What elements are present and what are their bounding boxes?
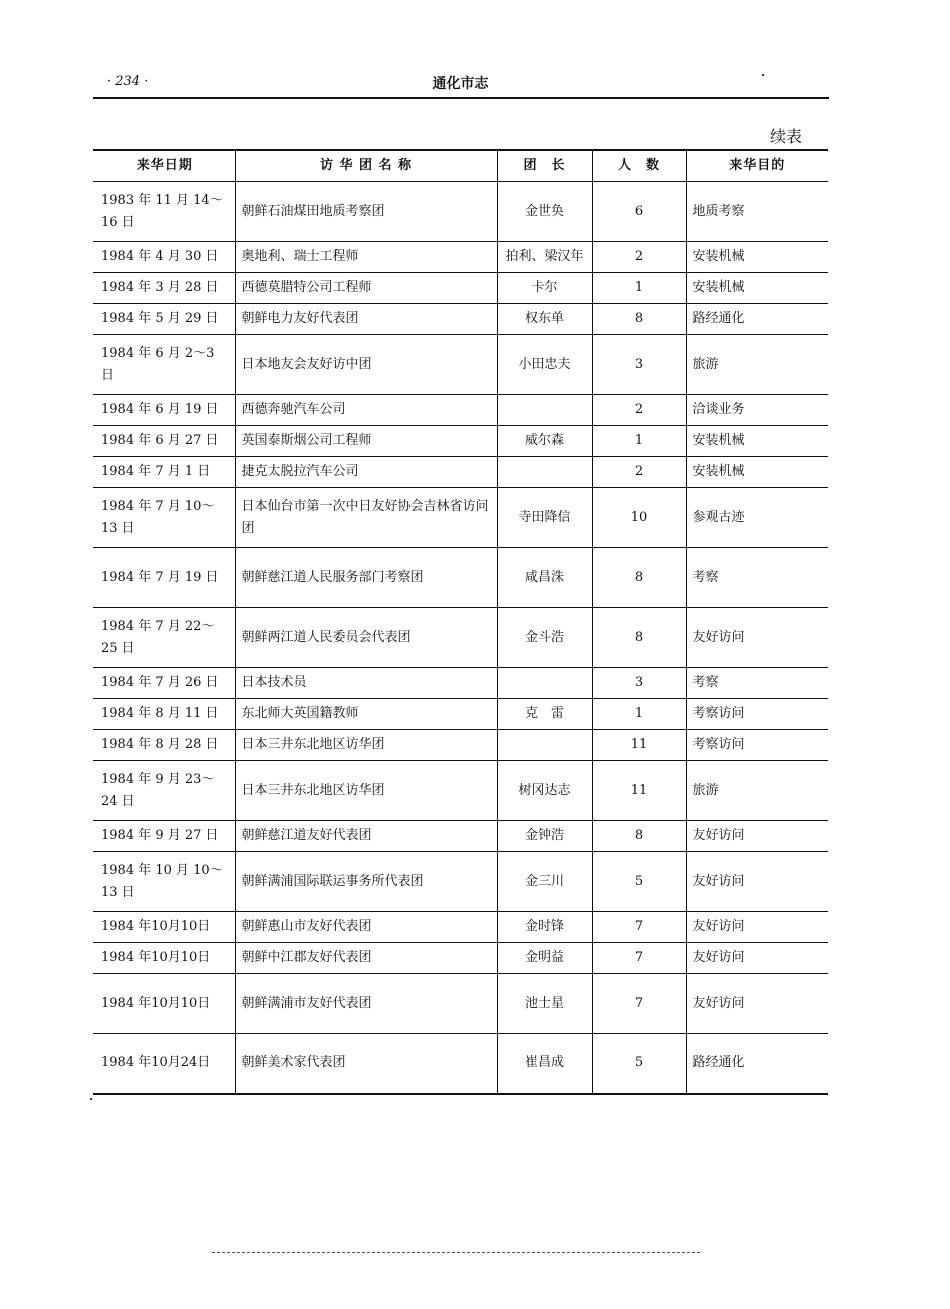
cell-date: 1984 年 7 月 19 日 — [93, 548, 235, 608]
column-header-delegation-name: 访 华 团 名 称 — [235, 150, 497, 182]
cell-count: 1 — [592, 699, 686, 730]
cell-purpose: 地质考察 — [686, 182, 828, 242]
cell-count: 7 — [592, 974, 686, 1034]
cell-date: 1984 年 7 月 1 日 — [93, 457, 235, 488]
cell-purpose: 路经通化 — [686, 304, 828, 335]
cell-count: 11 — [592, 730, 686, 761]
cell-leader: 拍利、梁汉年 — [497, 242, 592, 273]
cell-delegation-name: 朝鲜电力友好代表团 — [235, 304, 497, 335]
cell-leader — [497, 668, 592, 699]
cell-date: 1984 年 10 月 10～13 日 — [93, 852, 235, 912]
table-row — [93, 974, 828, 1034]
cell-count: 6 — [592, 182, 686, 242]
table-row — [93, 852, 828, 912]
cell-leader: 权东单 — [497, 304, 592, 335]
table-row — [93, 730, 828, 761]
cell-delegation-name: 朝鲜慈江道人民服务部门考察团 — [235, 548, 497, 608]
table-row — [93, 943, 828, 974]
cell-leader: 池士星 — [497, 974, 592, 1034]
cell-purpose: 安装机械 — [686, 242, 828, 273]
footer-scan-line — [212, 1252, 700, 1253]
cell-count: 7 — [592, 943, 686, 974]
cell-purpose: 洽谈业务 — [686, 395, 828, 426]
cell-delegation-name: 朝鲜慈江道友好代表团 — [235, 821, 497, 852]
cell-delegation-name: 朝鲜中江郡友好代表团 — [235, 943, 497, 974]
column-header-leader: 团 长 — [497, 150, 592, 182]
cell-count: 10 — [592, 488, 686, 548]
table-row — [93, 761, 828, 821]
table-row — [93, 488, 828, 548]
cell-count: 7 — [592, 912, 686, 943]
cell-date: 1984 年 9 月 27 日 — [93, 821, 235, 852]
cell-count: 1 — [592, 426, 686, 457]
cell-leader: 金时锋 — [497, 912, 592, 943]
cell-purpose: 考察访问 — [686, 730, 828, 761]
scan-speck — [762, 74, 764, 76]
cell-delegation-name: 朝鲜美术家代表团 — [235, 1034, 497, 1094]
table-row — [93, 304, 828, 335]
cell-date: 1984 年10月24日 — [93, 1034, 235, 1094]
cell-leader: 寺田降信 — [497, 488, 592, 548]
table-row — [93, 608, 828, 668]
cell-date: 1983 年 11 月 14～16 日 — [93, 182, 235, 242]
cell-leader: 金钟浩 — [497, 821, 592, 852]
cell-delegation-name: 朝鲜石油煤田地质考察团 — [235, 182, 497, 242]
cell-delegation-name: 日本三井东北地区访华团 — [235, 730, 497, 761]
cell-date: 1984 年 6 月 2～3 日 — [93, 335, 235, 395]
cell-date: 1984 年 8 月 28 日 — [93, 730, 235, 761]
cell-delegation-name: 日本地友会友好访中团 — [235, 335, 497, 395]
cell-count: 8 — [592, 548, 686, 608]
cell-leader: 威尔森 — [497, 426, 592, 457]
cell-count: 8 — [592, 608, 686, 668]
cell-date: 1984 年 7 月 22～25 日 — [93, 608, 235, 668]
cell-purpose: 参观古迹 — [686, 488, 828, 548]
cell-delegation-name: 朝鲜惠山市友好代表团 — [235, 912, 497, 943]
cell-leader — [497, 395, 592, 426]
cell-purpose: 安装机械 — [686, 457, 828, 488]
column-header-purpose: 来华目的 — [686, 150, 828, 182]
column-header-count: 人 数 — [592, 150, 686, 182]
book-title: 通化市志 — [432, 76, 489, 92]
cell-leader — [497, 457, 592, 488]
cell-date: 1984 年10月10日 — [93, 912, 235, 943]
cell-delegation-name: 西德奔驰汽车公司 — [235, 395, 497, 426]
table-row — [93, 1034, 828, 1094]
continued-table-label: 续表 — [770, 127, 803, 146]
table-row — [93, 395, 828, 426]
table-header-row — [93, 150, 828, 182]
cell-purpose: 友好访问 — [686, 852, 828, 912]
cell-count: 5 — [592, 1034, 686, 1094]
table-row — [93, 668, 828, 699]
table-row — [93, 335, 828, 395]
cell-date: 1984 年 8 月 11 日 — [93, 699, 235, 730]
table-row — [93, 273, 828, 304]
cell-count: 5 — [592, 852, 686, 912]
cell-leader: 小田忠夫 — [497, 335, 592, 395]
cell-count: 3 — [592, 668, 686, 699]
page-number: · 234 · — [107, 74, 149, 89]
cell-count: 2 — [592, 395, 686, 426]
cell-leader: 金明益 — [497, 943, 592, 974]
cell-date: 1984 年 7 月 26 日 — [93, 668, 235, 699]
cell-date: 1984 年 7 月 10～13 日 — [93, 488, 235, 548]
cell-delegation-name: 朝鲜满浦市友好代表团 — [235, 974, 497, 1034]
cell-leader: 克 雷 — [497, 699, 592, 730]
cell-leader: 树冈达志 — [497, 761, 592, 821]
cell-date: 1984 年 5 月 29 日 — [93, 304, 235, 335]
foreign-delegations-table — [93, 149, 828, 1095]
cell-leader — [497, 730, 592, 761]
table-row — [93, 821, 828, 852]
cell-delegation-name: 奥地利、瑞士工程师 — [235, 242, 497, 273]
table-body — [93, 182, 828, 1094]
cell-purpose: 考察 — [686, 668, 828, 699]
table-row — [93, 699, 828, 730]
cell-delegation-name: 捷克太脱拉汽车公司 — [235, 457, 497, 488]
cell-purpose: 友好访问 — [686, 912, 828, 943]
cell-date: 1984 年 3 月 28 日 — [93, 273, 235, 304]
cell-date: 1984 年 9 月 23～24 日 — [93, 761, 235, 821]
cell-date: 1984 年10月10日 — [93, 943, 235, 974]
cell-purpose: 考察访问 — [686, 699, 828, 730]
cell-count: 2 — [592, 242, 686, 273]
cell-delegation-name: 日本仙台市第一次中日友好协会吉林省访问团 — [235, 488, 497, 548]
cell-purpose: 友好访问 — [686, 821, 828, 852]
cell-leader: 金斗浩 — [497, 608, 592, 668]
cell-date: 1984 年 6 月 27 日 — [93, 426, 235, 457]
cell-count: 11 — [592, 761, 686, 821]
column-header-date: 来华日期 — [93, 150, 235, 182]
cell-purpose: 路经通化 — [686, 1034, 828, 1094]
header-rule — [93, 97, 829, 99]
cell-leader: 崔昌成 — [497, 1034, 592, 1094]
table-row — [93, 548, 828, 608]
cell-delegation-name: 日本技术员 — [235, 668, 497, 699]
cell-count: 1 — [592, 273, 686, 304]
scan-speck — [90, 1098, 92, 1100]
cell-count: 8 — [592, 304, 686, 335]
table-row — [93, 912, 828, 943]
table-row — [93, 182, 828, 242]
cell-leader: 金三川 — [497, 852, 592, 912]
cell-delegation-name: 朝鲜满浦国际联运事务所代表团 — [235, 852, 497, 912]
cell-count: 2 — [592, 457, 686, 488]
table-row — [93, 457, 828, 488]
table-row — [93, 242, 828, 273]
page-header — [93, 72, 828, 96]
cell-date: 1984 年 6 月 19 日 — [93, 395, 235, 426]
cell-date: 1984 年 4 月 30 日 — [93, 242, 235, 273]
cell-leader: 咸昌洙 — [497, 548, 592, 608]
cell-purpose: 旅游 — [686, 761, 828, 821]
cell-purpose: 友好访问 — [686, 608, 828, 668]
cell-purpose: 安装机械 — [686, 273, 828, 304]
cell-delegation-name: 东北师大英国籍教师 — [235, 699, 497, 730]
cell-count: 3 — [592, 335, 686, 395]
cell-purpose: 考察 — [686, 548, 828, 608]
cell-delegation-name: 英国泰斯烟公司工程师 — [235, 426, 497, 457]
cell-delegation-name: 朝鲜两江道人民委员会代表团 — [235, 608, 497, 668]
cell-purpose: 友好访问 — [686, 943, 828, 974]
cell-purpose: 旅游 — [686, 335, 828, 395]
cell-leader: 金世奂 — [497, 182, 592, 242]
cell-delegation-name: 日本三井东北地区访华团 — [235, 761, 497, 821]
table-row — [93, 426, 828, 457]
cell-delegation-name: 西德莫腊特公司工程师 — [235, 273, 497, 304]
cell-leader: 卡尔 — [497, 273, 592, 304]
cell-date: 1984 年10月10日 — [93, 974, 235, 1034]
cell-count: 8 — [592, 821, 686, 852]
cell-purpose: 安装机械 — [686, 426, 828, 457]
cell-purpose: 友好访问 — [686, 974, 828, 1034]
